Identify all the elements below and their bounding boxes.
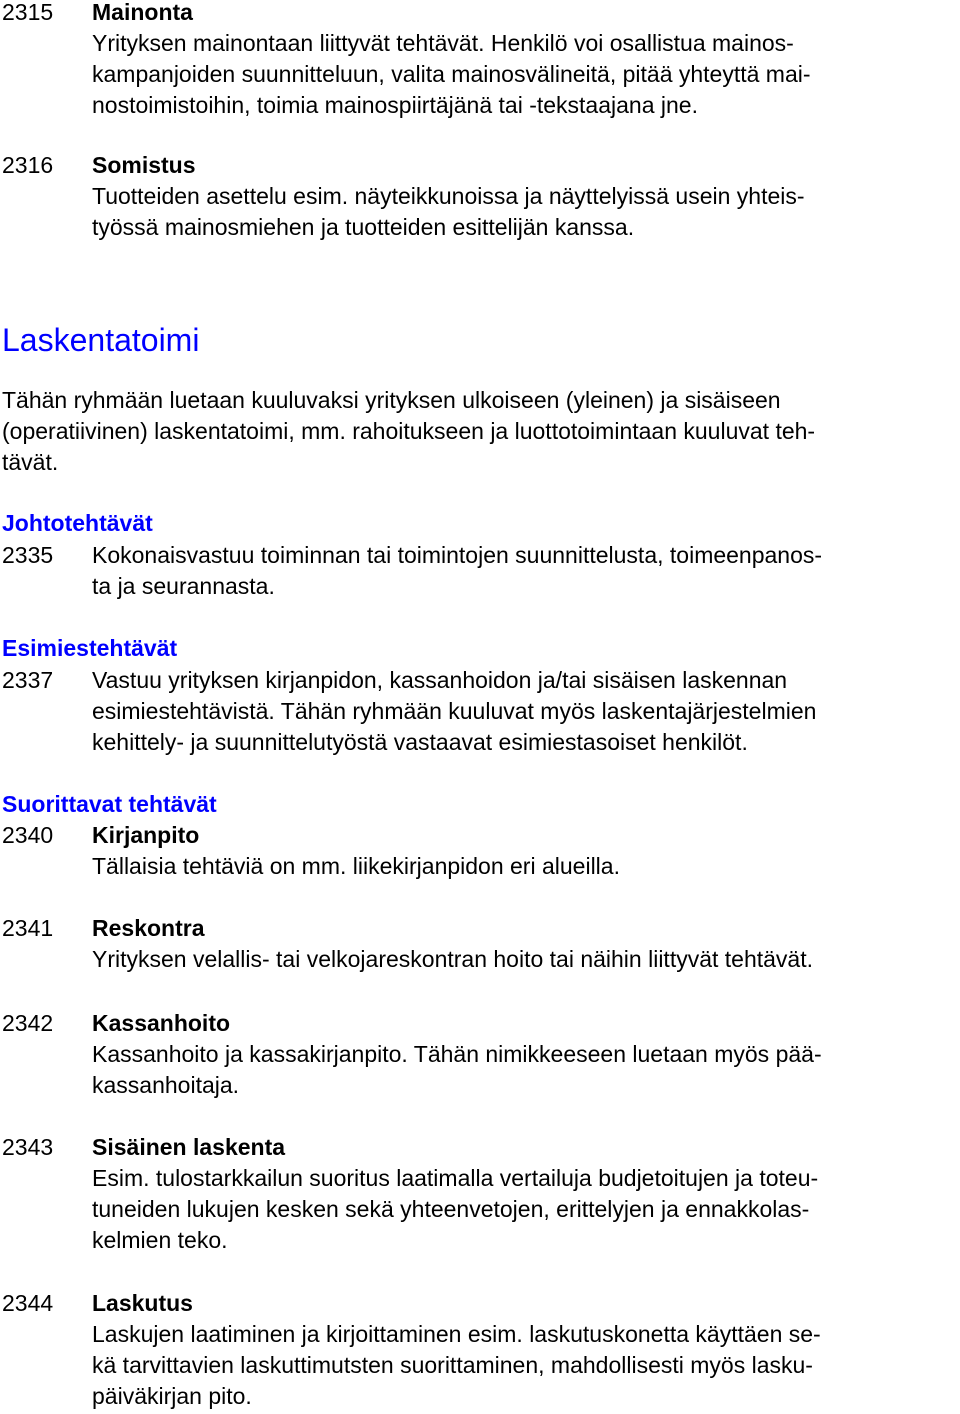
description-line: nostoimistoihin, toimia mainospiirtäjänä tai -tekstaajana jne. bbox=[92, 92, 698, 118]
entry-title: Kirjanpito bbox=[92, 822, 200, 848]
description-line: Vastuu yrityksen kirjanpidon, kassanhoidon ja/tai sisäisen laskennan bbox=[92, 667, 788, 693]
entry-description bbox=[92, 28, 954, 121]
section-intro bbox=[2, 385, 952, 478]
entry-code: 2343 bbox=[2, 1134, 54, 1160]
entry-description bbox=[92, 665, 954, 758]
description-line: Esim. tulostarkkailun suoritus laatimalla vertailuja budjetoitujen ja toteu- bbox=[92, 1165, 819, 1191]
entry-title: Somistus bbox=[92, 152, 196, 178]
description-line: Kokonaisvastuu toiminnan tai toimintojen suunnittelusta, toimeenpanos- bbox=[92, 542, 823, 568]
entry-code: 2335 bbox=[2, 542, 54, 568]
entry-description bbox=[92, 1163, 954, 1256]
description-line: Yrityksen mainontaan liittyvät tehtävät. Henkilö voi osallistua mainos- bbox=[92, 30, 794, 56]
description-line: Tällaisia tehtäviä on mm. liikekirjanpidon eri alueilla. bbox=[92, 853, 620, 879]
description-line: Tuotteiden asettelu esim. näyteikkunoissa ja näyttelyissä usein yhteis- bbox=[92, 183, 805, 209]
entry-description bbox=[92, 851, 954, 882]
entry-description bbox=[92, 1039, 954, 1101]
subsection-heading: Suorittavat tehtävät bbox=[2, 791, 217, 817]
entry-code: 2316 bbox=[2, 152, 54, 178]
entry-description bbox=[92, 944, 954, 975]
section-heading: Laskentatoimi bbox=[2, 322, 200, 358]
entry-title: Kassanhoito bbox=[92, 1010, 231, 1036]
entry-code: 2337 bbox=[2, 667, 54, 693]
intro-line: Tähän ryhmään luetaan kuuluvaksi yrityksen ulkoiseen (yleinen) ja sisäiseen bbox=[2, 387, 781, 413]
entry-code: 2341 bbox=[2, 915, 54, 941]
description-line: tuneiden lukujen kesken sekä yhteenvetojen, erittelyjen ja ennakkolas- bbox=[92, 1196, 810, 1222]
description-line: kä tarvittavien laskuttimutsten suorittaminen, mahdollisesti myös lasku- bbox=[92, 1352, 813, 1378]
description-line: Yrityksen velallis- tai velkojareskontran hoito tai näihin liittyvät tehtävät. bbox=[92, 946, 814, 972]
entry-code: 2315 bbox=[2, 0, 54, 25]
entry-title: Mainonta bbox=[92, 0, 193, 25]
description-line: esimiestehtävistä. Tähän ryhmään kuuluvat myös laskentajärjestelmien bbox=[92, 698, 817, 724]
subsection-heading: Esimiestehtävät bbox=[2, 635, 178, 661]
description-line: päiväkirjan pito. bbox=[92, 1383, 252, 1409]
entry-description bbox=[92, 540, 954, 602]
entry-description bbox=[92, 181, 954, 243]
entry-code: 2340 bbox=[2, 822, 54, 848]
intro-line: (operatiivinen) laskentatoimi, mm. rahoitukseen ja luottotoimintaan kuuluvat teh- bbox=[2, 418, 816, 444]
description-line: ta ja seurannasta. bbox=[92, 573, 275, 599]
subsection-heading: Johtotehtävät bbox=[2, 510, 153, 536]
description-line: kassanhoitaja. bbox=[92, 1072, 240, 1098]
description-line: kehittely- ja suunnittelutyöstä vastaavat esimiestasoiset henkilöt. bbox=[92, 729, 748, 755]
entry-title: Laskutus bbox=[92, 1290, 193, 1316]
entry-title: Sisäinen laskenta bbox=[92, 1134, 286, 1160]
description-line: kampanjoiden suunnitteluun, valita mainosvälineitä, pitää yhteyttä mai- bbox=[92, 61, 811, 87]
description-line: Kassanhoito ja kassakirjanpito. Tähän nimikkeeseen luetaan myös pää- bbox=[92, 1041, 822, 1067]
entry-title: Reskontra bbox=[92, 915, 205, 941]
intro-line: tävät. bbox=[2, 449, 59, 475]
description-line: kelmien teko. bbox=[92, 1227, 228, 1253]
description-line: työssä mainosmiehen ja tuotteiden esittelijän kanssa. bbox=[92, 214, 635, 240]
entry-code: 2342 bbox=[2, 1010, 54, 1036]
description-line: Laskujen laatiminen ja kirjoittaminen esim. laskutuskonetta käyttäen se- bbox=[92, 1321, 821, 1347]
entry-description bbox=[92, 1319, 954, 1412]
entry-code: 2344 bbox=[2, 1290, 54, 1316]
